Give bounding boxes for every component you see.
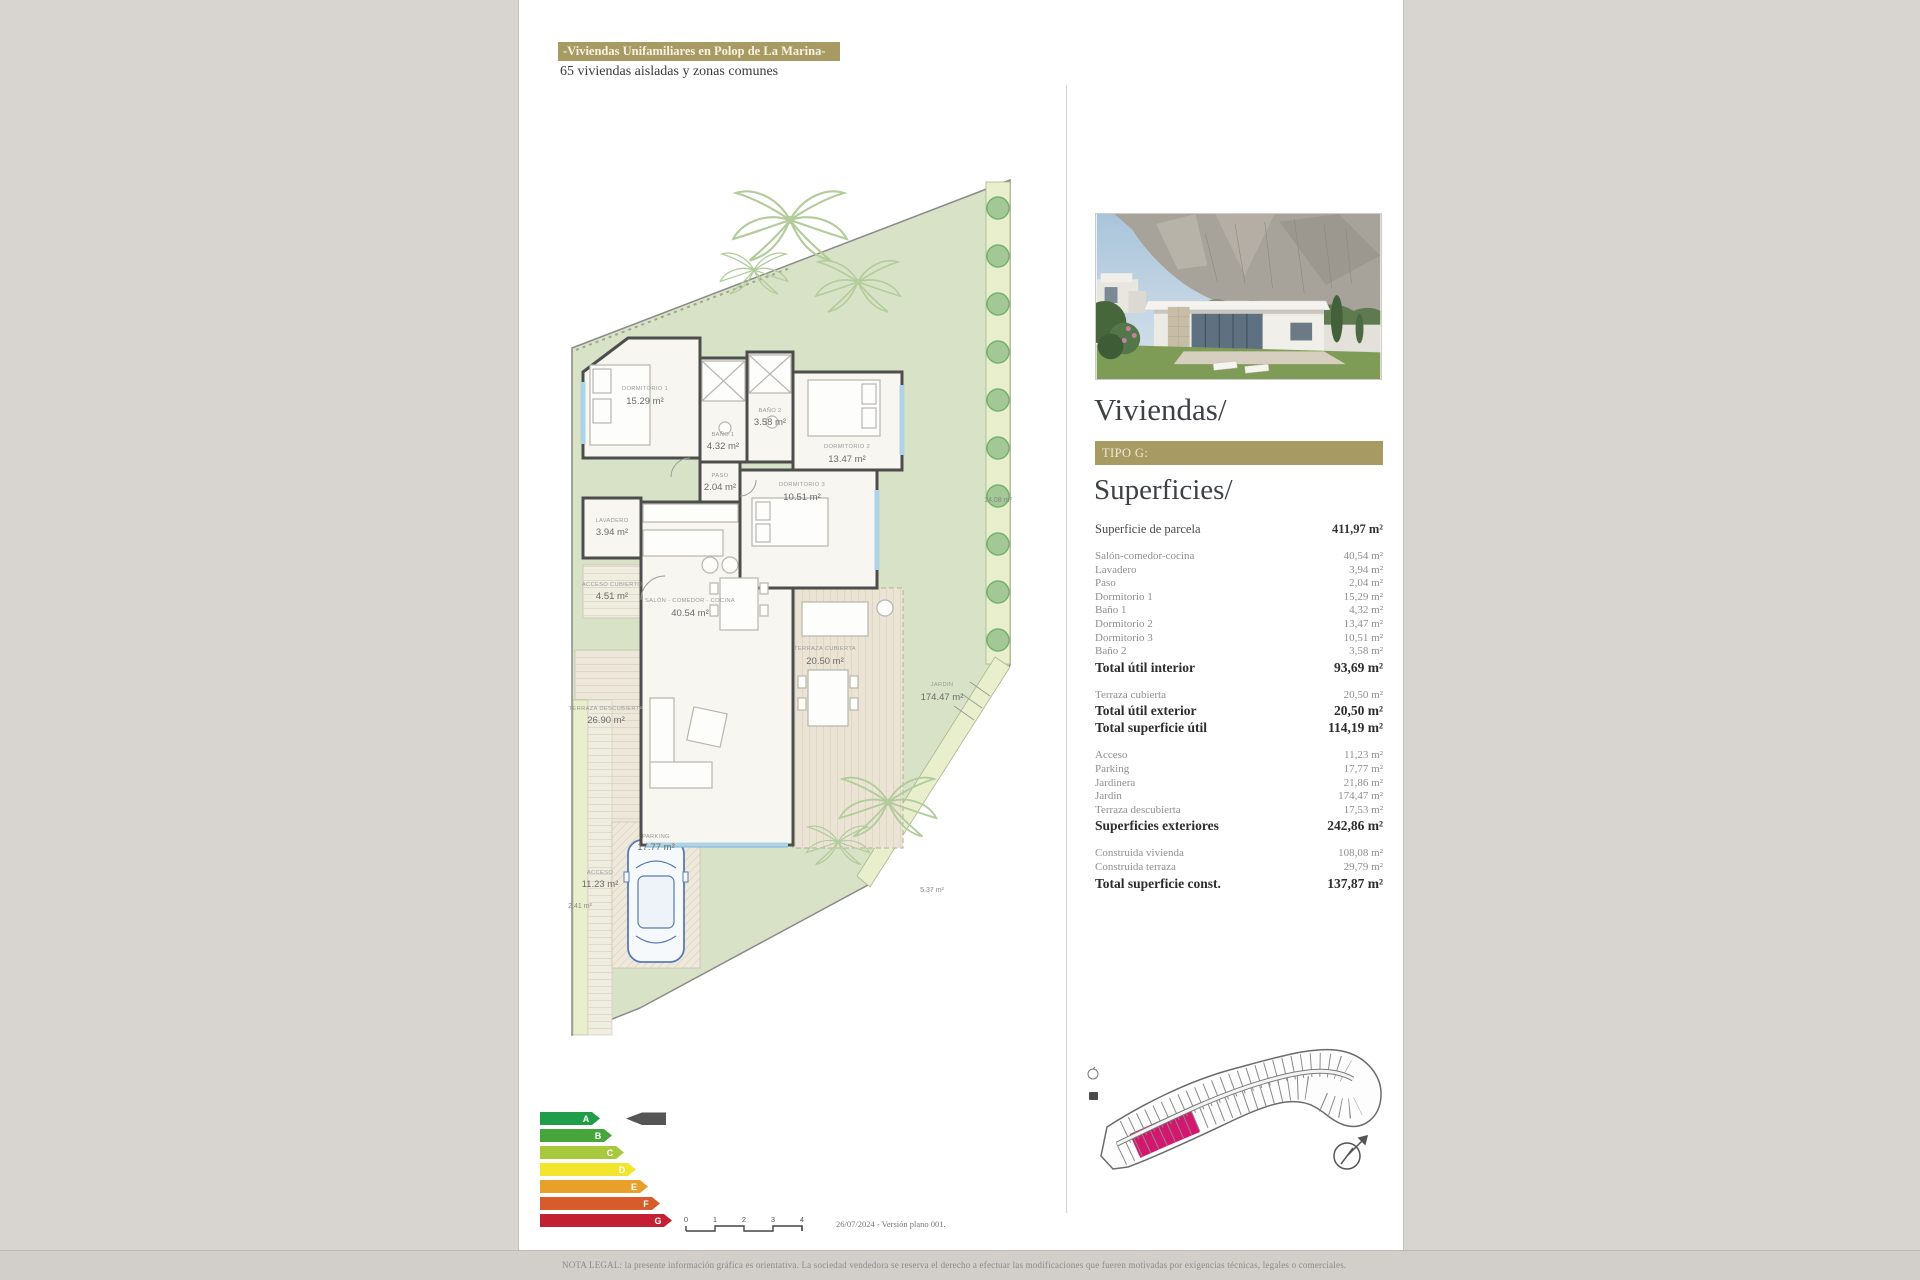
table-row: Dormitorio 3 10,51 m²	[1095, 631, 1383, 644]
kitchen-counter	[643, 504, 738, 522]
svg-text:3.58 m²: 3.58 m²	[753, 417, 787, 428]
dining-table	[720, 578, 758, 630]
svg-text:4.32 m²: 4.32 m²	[706, 441, 740, 452]
compass-icon	[1334, 1136, 1367, 1169]
terrace-floor	[1174, 351, 1346, 364]
surfaces-table	[1095, 521, 1383, 892]
coffee-table	[687, 707, 727, 747]
svg-text:TERRAZA DESCUBIERTA: TERRAZA DESCUBIERTA	[568, 706, 644, 712]
vertical-divider	[1066, 85, 1067, 1213]
version-text: 26/07/2024 - Versión plano 001.	[836, 1219, 946, 1229]
svg-text:BAÑO 1: BAÑO 1	[711, 432, 735, 438]
svg-text:20.50 m²: 20.50 m²	[806, 656, 844, 667]
table-row: Construida terraza 29,79 m²	[1095, 860, 1383, 873]
table-total-row: Total útil interior 93,69 m²	[1095, 659, 1383, 675]
exterior-group	[1095, 689, 1383, 737]
section-title: Superficies/	[1094, 474, 1233, 506]
table-row: Dormitorio 1 15,29 m²	[1095, 590, 1383, 603]
orientation-icon	[1088, 1067, 1098, 1079]
svg-text:F: F	[643, 1199, 649, 1209]
svg-text:174.47 m²: 174.47 m²	[920, 692, 964, 703]
table-row: Superficie de parcela 411,97 m²	[1095, 522, 1383, 536]
cypress-tree	[1356, 314, 1364, 344]
villa-render-image	[1095, 213, 1382, 380]
table-total-row: Superficies exteriores 242,86 m²	[1095, 818, 1383, 834]
svg-text:G: G	[654, 1216, 662, 1226]
svg-text:DORMITORIO 1: DORMITORIO 1	[621, 386, 669, 392]
legal-text: NOTA LEGAL: la presente información gráfica es orientativa. La sociedad vendedora se reserva el derecho a efectuar las modificaciones que fueren motivadas por exigencias técnicas, legales o comerciales.	[562, 1260, 1347, 1270]
svg-text:0: 0	[683, 1215, 689, 1224]
legal-footer	[0, 1250, 1920, 1280]
floor-plan	[540, 150, 1040, 1050]
plot-marker-icon	[1089, 1092, 1098, 1100]
svg-text:ACCESO: ACCESO	[586, 870, 614, 876]
svg-text:A: A	[582, 1114, 590, 1124]
built-group	[1095, 847, 1383, 891]
type-label: TIPO G:	[1102, 446, 1149, 460]
svg-text:LAVADERO: LAVADERO	[595, 518, 629, 524]
lounge-icon	[802, 602, 868, 636]
table-row: Dormitorio 2 13,47 m²	[1095, 617, 1383, 630]
project-title: -Viviendas Unifamiliares en Polop de La Marina-	[563, 44, 826, 58]
scale-bar	[683, 1214, 813, 1236]
table-row: Salón-comedor-cocina 40,54 m²	[1095, 550, 1383, 562]
table-row: Jardinera 21,86 m²	[1095, 776, 1383, 789]
svg-text:10.51 m²: 10.51 m²	[783, 492, 821, 503]
cypress-tree	[1331, 295, 1343, 342]
svg-text:11.23 m²: 11.23 m²	[581, 879, 619, 890]
svg-text:40.54 m²: 40.54 m²	[671, 608, 709, 619]
panel-title: Viviendas/	[1094, 392, 1227, 427]
plant-icon	[877, 600, 893, 616]
svg-text:5.37 m²: 5.37 m²	[920, 887, 944, 894]
energy-arrows	[540, 1112, 672, 1227]
table-total-row: Total superficie const. 137,87 m²	[1095, 875, 1383, 891]
car-icon	[624, 840, 688, 962]
glass-wall	[1192, 314, 1263, 352]
table-row: Paso 2,04 m²	[1095, 577, 1383, 590]
svg-text:15.29 m²: 15.29 m²	[626, 396, 664, 407]
sofa-icon	[650, 762, 712, 788]
svg-text:2.04 m²: 2.04 m²	[703, 482, 737, 493]
type-label-bar	[1095, 441, 1383, 465]
svg-text:C: C	[606, 1148, 614, 1158]
table-row: Construida vivienda 108,08 m²	[1095, 847, 1383, 860]
table-total-row: Total superficie útil 114,19 m²	[1095, 720, 1383, 736]
table-row: Baño 1 4,32 m²	[1095, 604, 1383, 617]
svg-text:TERRAZA CUBIERTA: TERRAZA CUBIERTA	[794, 646, 856, 652]
svg-text:17.77 m²: 17.77 m²	[637, 842, 675, 853]
svg-text:ACCESO CUBIERTO: ACCESO CUBIERTO	[581, 582, 643, 588]
outdoor-group	[1095, 749, 1383, 834]
planter-west	[573, 700, 588, 1035]
svg-text:DORMITORIO 3: DORMITORIO 3	[778, 482, 826, 488]
rating-pointer-icon	[626, 1113, 666, 1126]
kitchen-island	[643, 530, 723, 556]
project-title-bar	[558, 42, 840, 61]
outdoor-table	[808, 670, 848, 726]
interior-group	[1095, 550, 1383, 676]
svg-text:PARKING: PARKING	[642, 834, 670, 840]
svg-text:BAÑO 2: BAÑO 2	[758, 408, 782, 414]
svg-text:4.51 m²: 4.51 m²	[595, 591, 629, 602]
table-row: Jardin 174,47 m²	[1095, 790, 1383, 803]
site-plan	[1085, 1028, 1395, 1188]
svg-text:1: 1	[712, 1215, 718, 1224]
svg-text:PASO: PASO	[711, 473, 729, 479]
table-row: Parking 17,77 m²	[1095, 762, 1383, 775]
table-total-row: Total útil exterior 20,50 m²	[1095, 703, 1383, 719]
table-row: Terraza cubierta 20,50 m²	[1095, 688, 1383, 701]
svg-text:3.94 m²: 3.94 m²	[595, 527, 629, 538]
svg-text:2.41 m²: 2.41 m²	[568, 903, 592, 910]
svg-text:2: 2	[741, 1215, 747, 1224]
svg-text:14.08 m²: 14.08 m²	[984, 497, 1012, 504]
svg-text:3: 3	[770, 1215, 776, 1224]
svg-text:E: E	[630, 1182, 638, 1192]
svg-text:SALÓN - COMEDOR - COCINA: SALÓN - COMEDOR - COCINA	[645, 598, 735, 604]
svg-text:4: 4	[799, 1215, 805, 1224]
svg-text:B: B	[594, 1131, 602, 1141]
svg-text:JARDIN: JARDIN	[930, 682, 954, 688]
svg-text:13.47 m²: 13.47 m²	[828, 454, 866, 465]
svg-text:DORMITORIO 2: DORMITORIO 2	[823, 444, 871, 450]
access-path	[588, 700, 612, 1035]
table-row: Lavadero 3,94 m²	[1095, 563, 1383, 576]
planter-strip-east	[986, 182, 1010, 664]
table-row: Baño 2 3,58 m²	[1095, 645, 1383, 658]
svg-text:D: D	[618, 1165, 626, 1175]
project-subtitle: 65 viviendas aisladas y zonas comunes	[560, 64, 779, 79]
svg-text:26.90 m²: 26.90 m²	[587, 715, 625, 726]
table-row: Acceso 11,23 m²	[1095, 749, 1383, 762]
table-row: Terraza descubierta 17,53 m²	[1095, 803, 1383, 816]
